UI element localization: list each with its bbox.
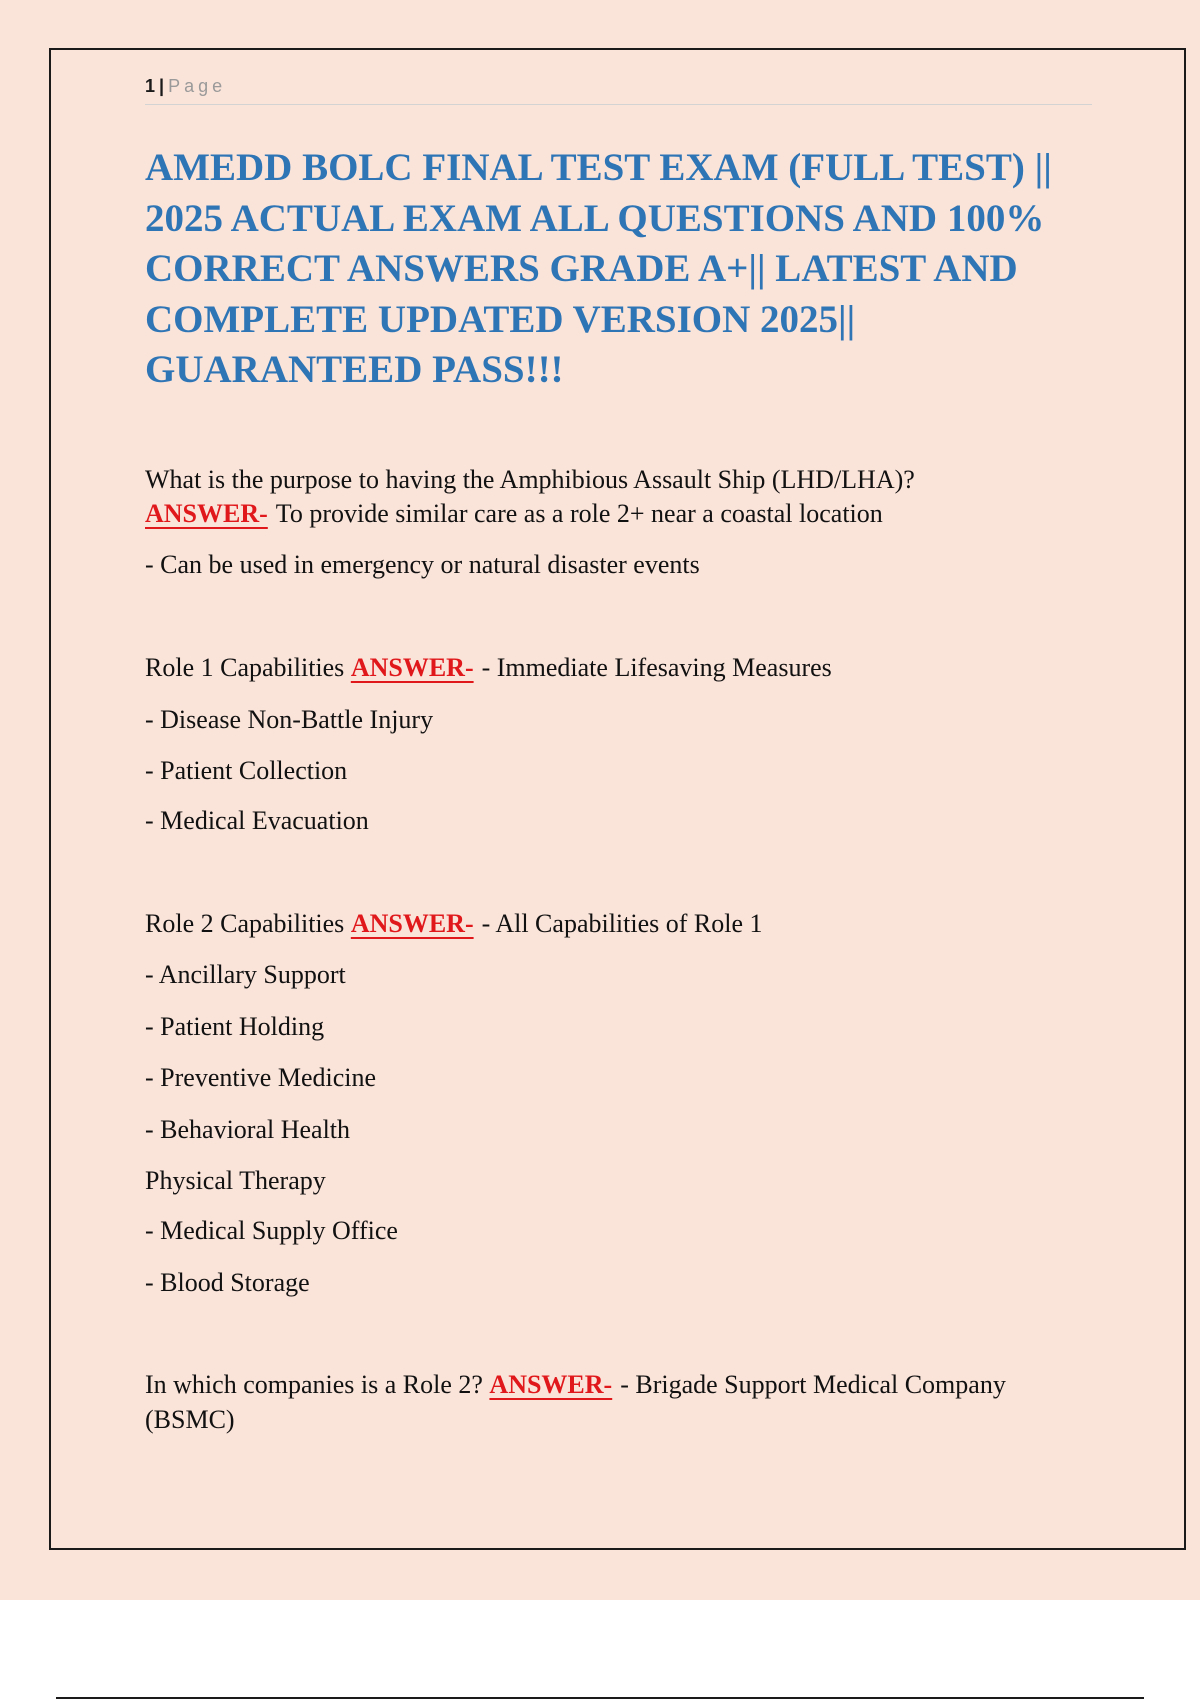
document-title: AMEDD BOLC FINAL TEST EXAM (FULL TEST) || 2025 ACTUAL EXAM ALL QUESTIONS AND 100% CORRECT ANSWERS GRADE A+|| LATEST AND COMPLETE UPDATED VERSION 2025|| GUARANTEED PASS!!! — [145, 146, 1052, 391]
q4-answer-line — [145, 1368, 1006, 1402]
q1-extra: - Can be used in emergency or natural disaster events — [145, 550, 700, 579]
q2-extra: - Patient Collection — [145, 756, 348, 785]
q3-extra: - Ancillary Support — [145, 960, 346, 989]
q3-question: Role 2 Capabilities — [145, 909, 345, 938]
q3-extra: Physical Therapy — [145, 1166, 326, 1195]
q4-question: In which companies is a Role 2? — [145, 1370, 483, 1399]
q1-question: What is the purpose to having the Amphibious Assault Ship (LHD/LHA)? — [145, 465, 915, 494]
q2-answer-line — [145, 651, 832, 685]
q3-extra: - Preventive Medicine — [145, 1063, 377, 1092]
q2-extra: - Medical Evacuation — [145, 806, 369, 835]
q2-extra: - Disease Non-Battle Injury — [145, 705, 434, 734]
page-number: 1 — [145, 76, 156, 96]
q3-extra: - Behavioral Health — [145, 1115, 351, 1144]
q3-extra: - Medical Supply Office — [145, 1216, 398, 1245]
page-header — [145, 72, 1092, 105]
answer-label: ANSWER- — [145, 499, 268, 528]
q2-answer: - Immediate Lifesaving Measures — [481, 653, 832, 682]
q4-answer-cont: (BSMC) — [145, 1405, 235, 1434]
page-label: Page — [168, 76, 227, 96]
q1-answer: To provide similar care as a role 2+ near a coastal location — [275, 499, 883, 528]
q3-answer-line — [145, 907, 763, 941]
q1-answer-line — [145, 497, 883, 531]
q3-extra: - Patient Holding — [145, 1012, 325, 1041]
answer-label: ANSWER- — [350, 653, 474, 682]
q4-answer: - Brigade Support Medical Company — [620, 1370, 1006, 1399]
q3-extra: - Blood Storage — [145, 1268, 310, 1297]
q2-question: Role 1 Capabilities — [145, 653, 345, 682]
answer-label: ANSWER- — [350, 909, 474, 938]
page-separator: | — [159, 76, 165, 96]
answer-label: ANSWER- — [489, 1370, 613, 1399]
q3-answer: - All Capabilities of Role 1 — [481, 909, 763, 938]
next-page-rule — [56, 1697, 1144, 1699]
